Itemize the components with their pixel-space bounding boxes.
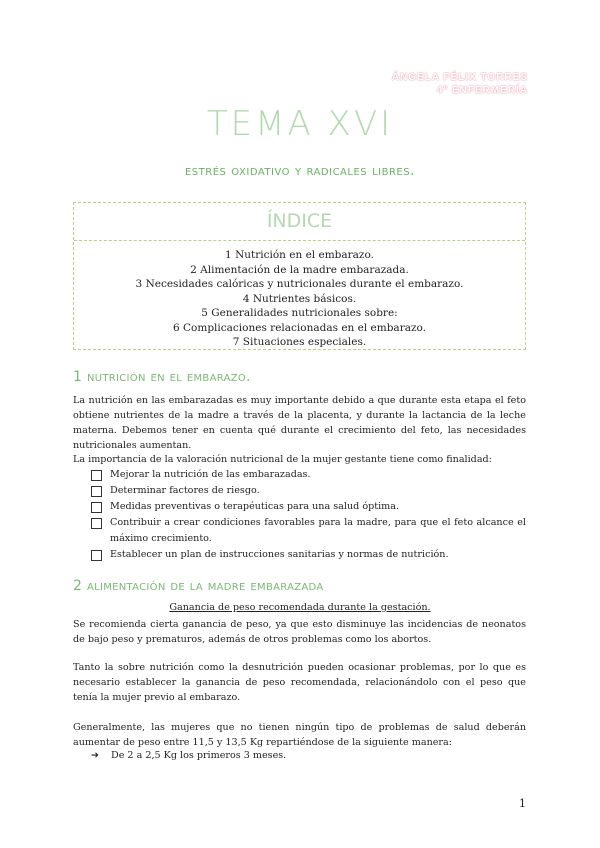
index-list bbox=[74, 248, 525, 350]
arrow-right-icon: ➔ bbox=[91, 750, 100, 761]
section2-paragraph3: Generalmente, las mujeres que no tienen ningún tipo de problemas de salud deberán aumentar de peso entre 11,5 y 13,5 Kg repartiéndose de la siguiente manera: bbox=[73, 722, 526, 748]
checklist-item: Determinar factores de riesgo. bbox=[91, 483, 526, 499]
author-course: 4º ENFERMERÍA bbox=[436, 85, 528, 96]
checkbox-icon[interactable] bbox=[91, 502, 102, 513]
index-item: 6 Complicaciones relacionadas en el embarazo. bbox=[173, 321, 426, 334]
section1-heading: 1 nutrición en el embarazo. bbox=[73, 369, 251, 385]
checklist-item: Establecer un plan de instrucciones sanitarias y normas de nutrición. bbox=[91, 547, 526, 563]
checklist-item: Mejorar la nutrición de las embarazadas. bbox=[91, 467, 526, 483]
section1-paragraph: La nutrición en las embarazadas es muy importante debido a que durante esta etapa el feto obtiene nutrientes de la madre a través de la placenta, y durante la lactancia de la leche materna. Debemos tener en cuenta qué durante el crecimiento del feto, las necesidades nutricionales aumentan. bbox=[73, 395, 526, 451]
section1-intro: La importancia de la valoración nutricional de la mujer gestante tiene como finalidad: bbox=[73, 454, 492, 465]
index-box bbox=[73, 202, 526, 350]
author-header bbox=[392, 71, 528, 97]
section2-paragraph2: Tanto la sobre nutrición como la desnutrición pueden ocasionar problemas, por lo que es necesario establecer la ganancia de peso recomendada, relacionándolo con el peso que tenía la mujer previo al embarazo. bbox=[73, 662, 526, 703]
index-item: 1 Nutrición en el embarazo. bbox=[225, 249, 374, 261]
index-item: 3 Necesidades calóricas y nutricionales durante el embarazo. bbox=[135, 278, 464, 290]
page-title: TEMA XVI bbox=[206, 104, 394, 144]
checkbox-icon[interactable] bbox=[91, 518, 102, 529]
arrow-list-item: ➔ De 2 a 2,5 Kg los primeros 3 meses. bbox=[91, 750, 287, 761]
author-name: ÁNGELA FÉLIX TORRES bbox=[391, 72, 528, 83]
checklist-item: Contribuir a crear condiciones favorables para la madre, para que el feto alcance el máximo crecimiento. bbox=[91, 515, 526, 546]
page-number: 1 bbox=[519, 797, 526, 810]
index-item: 5 Generalidades nutricionales sobre: bbox=[201, 307, 398, 319]
page-subtitle: estrés oxidativo y radicales libres. bbox=[184, 163, 416, 179]
section2-subheading: Ganancia de peso recomendada durante la gestación. bbox=[169, 602, 431, 613]
section2-paragraph1: Se recomienda cierta ganancia de peso, ya que esto disminuye las incidencias de neonatos de bajo peso y prematuros, además de otros problemas como los abortos. bbox=[73, 619, 526, 645]
index-item: 7 Situaciones especiales. bbox=[232, 336, 367, 348]
section2-heading: 2 alimentación de la madre embarazada bbox=[73, 578, 324, 594]
checkbox-icon[interactable] bbox=[91, 486, 102, 497]
checkbox-icon[interactable] bbox=[91, 550, 102, 561]
checklist-item: Medidas preventivas o terapéuticas para una salud óptima. bbox=[91, 499, 526, 515]
checkbox-icon[interactable] bbox=[91, 470, 102, 481]
checklist bbox=[91, 467, 526, 563]
index-item: 4 Nutrientes básicos. bbox=[242, 292, 357, 305]
index-item: 2 Alimentación de la madre embarazada. bbox=[190, 263, 409, 276]
index-heading: ÍNDICE bbox=[74, 203, 525, 241]
